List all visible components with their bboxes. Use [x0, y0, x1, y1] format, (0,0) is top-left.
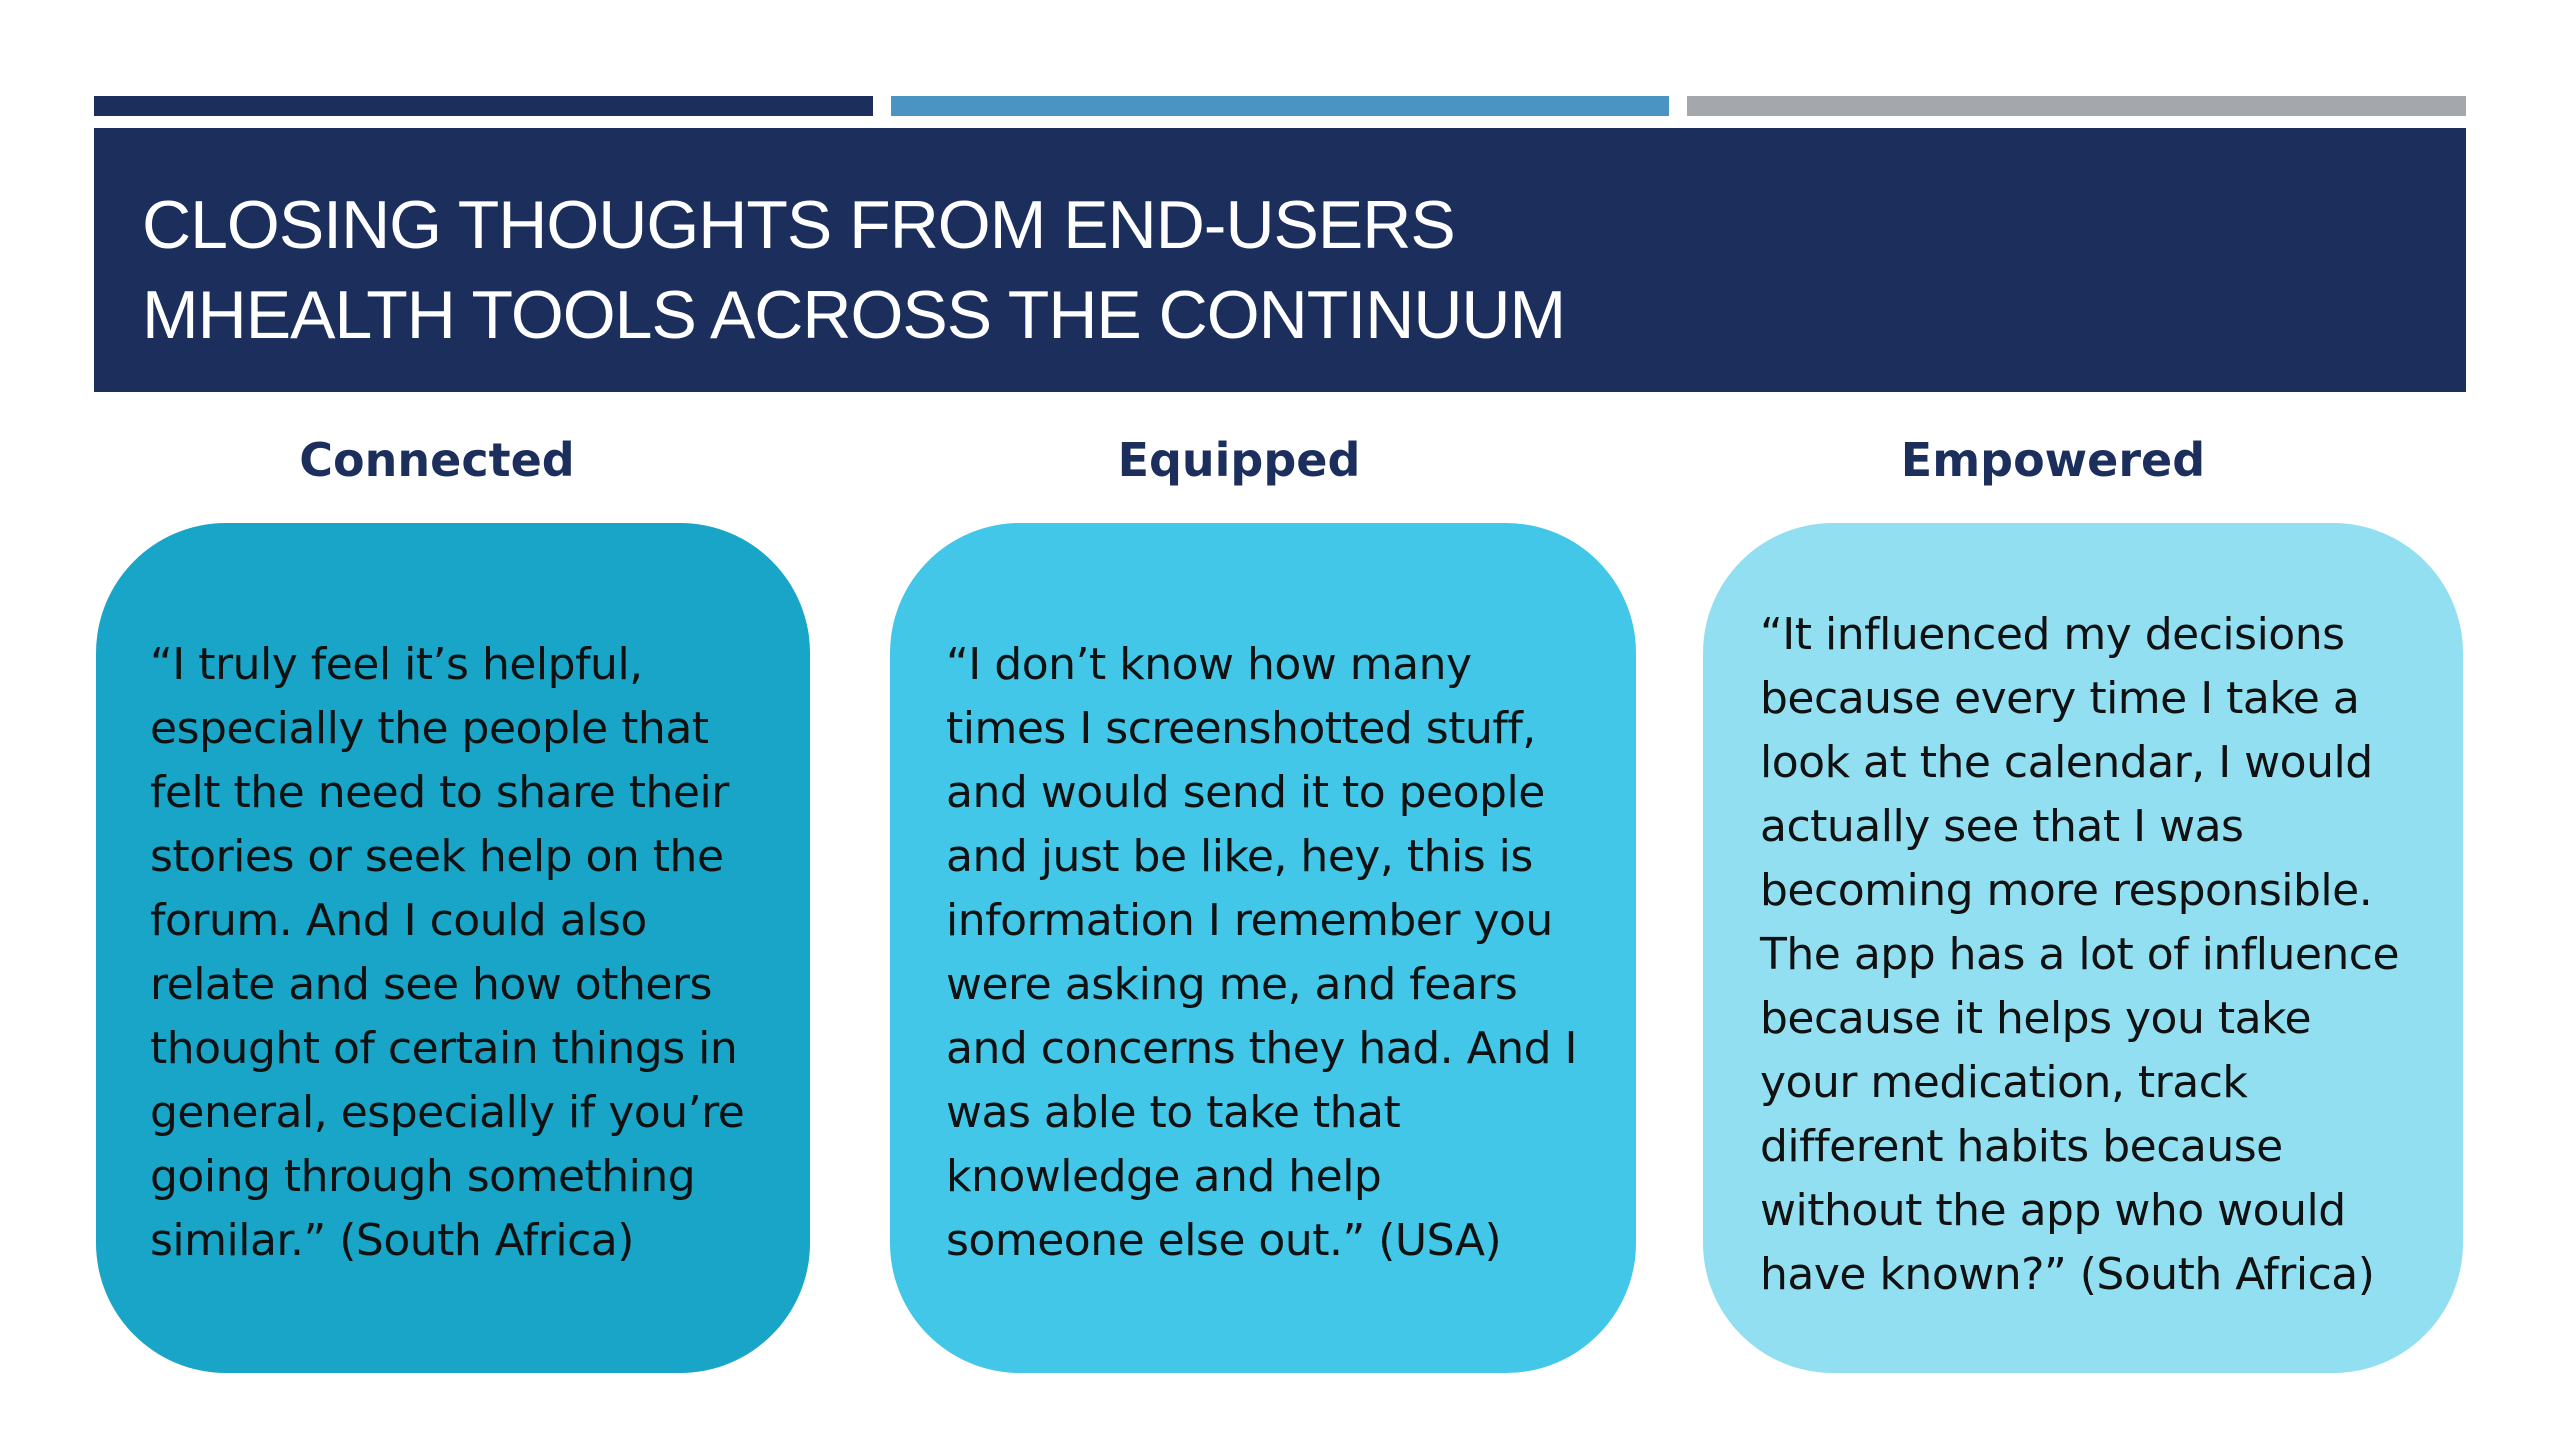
quote-text-empowered: “It influenced my decisions because every time I take a look at the calendar, I would actually see that I was becoming more responsible. The app has a lot of influence because it helps you take your medication, track different habits because without the app who would have known?” (South Africa) — [1760, 609, 2400, 1300]
quote-text-connected: “I truly feel it’s helpful, especially the people that felt the need to share their stories or seek help on the forum. And I could also relate and see how others thought of certain things in general, especially if you’re going through something similar.” (South Africa) — [150, 639, 745, 1266]
heading-connected: Connected — [299, 433, 575, 487]
slide-title-line-2: MHEALTH TOOLS ACROSS THE CONTINUUM — [142, 277, 1566, 353]
accent-bar-navy — [94, 96, 873, 116]
heading-empowered: Empowered — [1900, 433, 2206, 487]
quote-card-equipped — [890, 523, 1636, 1373]
accent-bar-blue — [891, 96, 1669, 116]
quote-card-empowered — [1703, 523, 2463, 1373]
accent-bar-gray — [1687, 96, 2466, 116]
title-banner — [94, 128, 2466, 392]
heading-equipped: Equipped — [1117, 433, 1361, 487]
slide-title-line-1: CLOSING THOUGHTS FROM END-USERS — [142, 187, 1455, 263]
quote-card-connected — [96, 523, 810, 1373]
quote-text-equipped: “I don’t know how many times I screenshotted stuff, and would send it to people and just be like, hey, this is information I remember you were asking me, and fears and concerns they had. And I was able to take that knowledge and help someone else out.” (USA) — [946, 639, 1578, 1266]
